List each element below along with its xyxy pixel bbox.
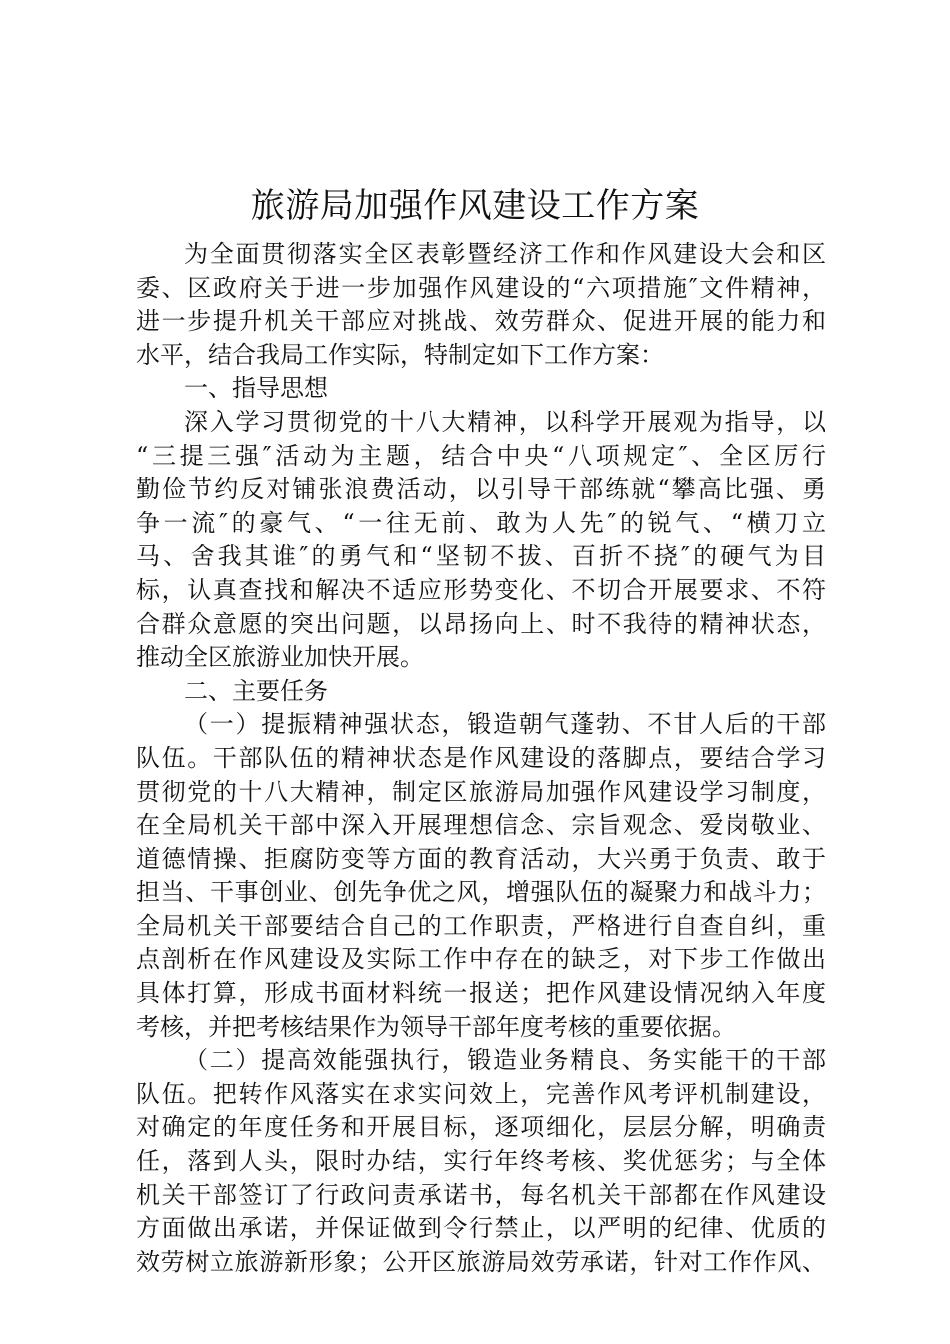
document-title: 旅游局加强作风建设工作方案 xyxy=(250,186,700,226)
text-line: 机关干部签订了行政问责承诺书，每名机关干部都在作风建设 xyxy=(136,1180,826,1209)
text-line: 全局机关干部要结合自己的工作职责，严格进行自查自纠，重 xyxy=(136,911,826,940)
text-line: 勤俭节约反对铺张浪费活动，以引导干部练就“攀高比强、勇 xyxy=(136,475,826,504)
text-line: “三提三强″活动为主题，结合中央“八项规定″、全区厉行 xyxy=(136,441,826,470)
text-line: 进一步提升机关干部应对挑战、效劳群众、促进开展的能力和 xyxy=(136,307,826,336)
text-line: 任，落到人头，限时办结，实行年终考核、奖优惩劣；与全体 xyxy=(136,1147,826,1176)
text-line: 水平，结合我局工作实际，特制定如下工作方案： xyxy=(136,340,664,369)
text-line: 争一流″的豪气、“一往无前、敢为人先″的锐气、“横刀立 xyxy=(136,508,826,537)
section-heading: 一、指导思想 xyxy=(184,374,328,403)
text-line: 具体打算，形成书面材料统一报送；把作风建设情况纳入年度 xyxy=(136,979,826,1008)
text-line: 委、区政府关于进一步加强作风建设的“六项措施″文件精神， xyxy=(136,273,826,302)
text-line: （二）提高效能强执行，锻造业务精良、务实能干的干部 xyxy=(184,1046,826,1075)
text-line: （一）提振精神强状态，锻造朝气蓬勃、不甘人后的干部 xyxy=(184,710,826,739)
text-line: 对确定的年度任务和开展目标，逐项细化，层层分解，明确责 xyxy=(136,1113,826,1142)
text-line: 在全局机关干部中深入开展理想信念、宗旨观念、爱岗敬业、 xyxy=(136,811,826,840)
text-line: 考核，并把考核结果作为领导干部年度考核的重要依据。 xyxy=(136,1012,736,1041)
text-line: 标，认真查找和解决不适应形势变化、不切合开展要求、不符 xyxy=(136,575,826,604)
text-line: 效劳树立旅游新形象；公开区旅游局效劳承诺，针对工作作风、 xyxy=(136,1247,826,1276)
text-line: 合群众意愿的突出问题，以昂扬向上、时不我待的精神状态， xyxy=(136,609,826,638)
text-line: 点剖析在作风建设及实际工作中存在的缺乏，对下步工作做出 xyxy=(136,945,826,974)
document-body xyxy=(136,238,826,1279)
section-heading: 二、主要任务 xyxy=(184,676,328,705)
text-line: 队伍。干部队伍的精神状态是作风建设的落脚点，要结合学习 xyxy=(136,743,826,772)
text-line: 深入学习贯彻党的十八大精神，以科学开展观为指导，以 xyxy=(184,407,826,436)
text-line: 为全面贯彻落实全区表彰暨经济工作和作风建设大会和区 xyxy=(184,240,826,268)
text-line: 方面做出承诺，并保证做到令行禁止，以严明的纪律、优质的 xyxy=(136,1214,826,1243)
text-line: 马、舍我其谁″的勇气和“坚韧不拔、百折不挠″的硬气为目 xyxy=(136,542,826,571)
text-line: 贯彻党的十八大精神，制定区旅游局加强作风建设学习制度， xyxy=(136,777,826,806)
text-line: 道德情操、拒腐防变等方面的教育活动，大兴勇于负责、敢于 xyxy=(136,844,826,873)
text-line: 队伍。把转作风落实在求实问效上，完善作风考评机制建设， xyxy=(136,1079,826,1108)
text-line: 推动全区旅游业加快开展。 xyxy=(136,643,424,672)
text-line: 担当、干事创业、创先争优之风，增强队伍的凝聚力和战斗力； xyxy=(136,878,826,907)
